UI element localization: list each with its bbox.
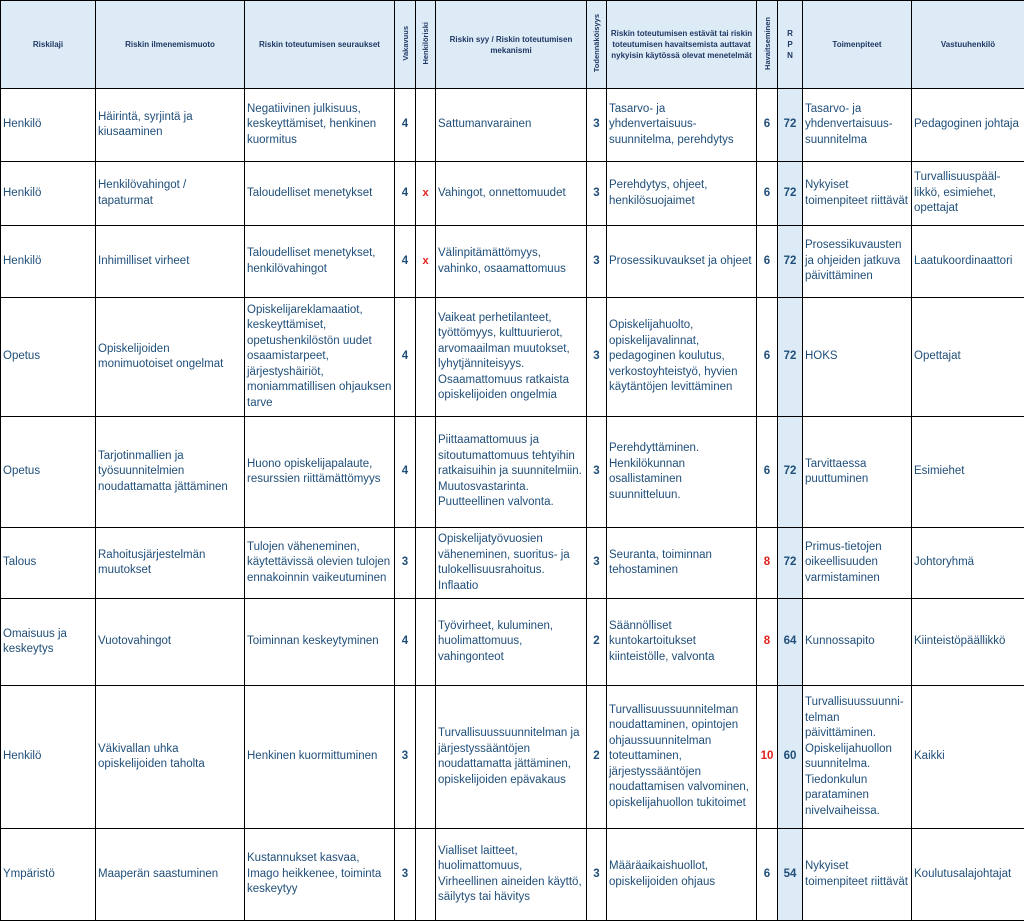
cell-syy: Työvirheet, kuluminen, huolimattomuus, vahingonteot: [436, 599, 587, 686]
cell-riskilaji: Ympäristö: [1, 829, 96, 921]
cell-vakavuus: 3: [395, 528, 416, 599]
cell-riskilaji: Talous: [1, 528, 96, 599]
cell-seuraukset: Kustannukset kasvaa, Imago heikkenee, toiminta keskeytyy: [245, 829, 395, 921]
cell-syy: Sattumanvarainen: [436, 89, 587, 162]
cell-rpn: 72: [778, 298, 803, 417]
cell-syy: Turvallisuussuunnitelman ja järjestyssääntöjen noudattamatta jättäminen, opiskelijoiden epävakaus: [436, 686, 587, 829]
cell-todennakoisyys: 3: [587, 528, 607, 599]
cell-todennakoisyys: 3: [587, 417, 607, 528]
cell-syy: Vaikeat perhetilanteet, työttömyys, kulttuurierot, arvomaailman muutokset, lyhytjänniteisyys. Osaamattomuus ratkaista opiskelijoiden ongelmia: [436, 298, 587, 417]
cell-henkiloriski: [416, 599, 436, 686]
cell-rpn: 64: [778, 599, 803, 686]
cell-vastuuhenkilo: Laatukoordinaattori: [912, 226, 1024, 298]
table-row: [1, 298, 1024, 417]
cell-menetelmat: Opiskelijahuolto, opiskelijavalinnat, pedagoginen koulutus, verkostoyhteistyö, hyvien käytäntöjen levittäminen: [607, 298, 757, 417]
cell-toimenpiteet: Tasarvo- ja yhdenvertaisuus-suunnitelma: [803, 89, 912, 162]
cell-menetelmat: Tasarvo- ja yhdenvertaisuus-suunnitelma, perehdytys: [607, 89, 757, 162]
cell-havaitseminen: 10: [757, 686, 778, 829]
cell-vakavuus: 4: [395, 162, 416, 226]
cell-toimenpiteet: Kunnossapito: [803, 599, 912, 686]
cell-menetelmat: Turvallisuussuunnitelman noudattaminen, opintojen ohjaussuunnitelman toteuttaminen, järjestyssääntöjen noudattamisen valvominen, opiskelijahuollon tukitoimet: [607, 686, 757, 829]
cell-todennakoisyys: 3: [587, 298, 607, 417]
cell-riskilaji: Henkilö: [1, 226, 96, 298]
cell-seuraukset: Negatiivinen julkisuus, keskeyttämiset, henkinen kuormitus: [245, 89, 395, 162]
cell-vastuuhenkilo: Koulutusalajohtajat: [912, 829, 1024, 921]
header-havaitseminen: [757, 1, 778, 89]
header-seuraukset: Riskin toteutumisen seuraukset: [245, 1, 395, 89]
cell-toimenpiteet: Prosessikuvausten ja ohjeiden jatkuva päivittäminen: [803, 226, 912, 298]
cell-ilmenemismuoto: Häirintä, syrjintä ja kiusaaminen: [96, 89, 245, 162]
table-row: [1, 226, 1024, 298]
cell-vastuuhenkilo: Kaikki: [912, 686, 1024, 829]
cell-seuraukset: Taloudelliset menetykset: [245, 162, 395, 226]
cell-henkiloriski: [416, 686, 436, 829]
cell-vastuuhenkilo: Kiinteistöpäällikkö: [912, 599, 1024, 686]
cell-vastuuhenkilo: Esimiehet: [912, 417, 1024, 528]
cell-havaitseminen: 8: [757, 599, 778, 686]
cell-riskilaji: Opetus: [1, 417, 96, 528]
cell-havaitseminen: 8: [757, 528, 778, 599]
cell-todennakoisyys: 3: [587, 829, 607, 921]
cell-ilmenemismuoto: Tarjotinmallien ja työsuunnitelmien noudattamatta jättäminen: [96, 417, 245, 528]
cell-riskilaji: Omaisuus ja keskeytys: [1, 599, 96, 686]
cell-todennakoisyys: 2: [587, 686, 607, 829]
cell-vastuuhenkilo: Opettajat: [912, 298, 1024, 417]
header-vakavuus-label: Vakavuus: [400, 25, 410, 61]
cell-seuraukset: Opiskelijareklamaatiot, keskeyttämiset, opetushenkilöstön uudet osaamistarpeet, järjestyshäiriöt, moniammatillisen ohjauksen tarve: [245, 298, 395, 417]
cell-ilmenemismuoto: Maaperän saastuminen: [96, 829, 245, 921]
header-todennakoisyys: [587, 1, 607, 89]
header-riskilaji: Riskilaji: [1, 1, 96, 89]
cell-rpn: 72: [778, 162, 803, 226]
header-row: [1, 1, 1024, 89]
cell-vakavuus: 4: [395, 226, 416, 298]
header-henkiloriski: [416, 1, 436, 89]
table-row: [1, 417, 1024, 528]
table-row: [1, 162, 1024, 226]
cell-todennakoisyys: 3: [587, 89, 607, 162]
cell-rpn: 72: [778, 89, 803, 162]
cell-havaitseminen: 6: [757, 162, 778, 226]
table-row: [1, 89, 1024, 162]
cell-vakavuus: 4: [395, 298, 416, 417]
cell-vastuuhenkilo: Turvallisuuspääl-likkö, esimiehet, opettajat: [912, 162, 1024, 226]
cell-vastuuhenkilo: Pedagoginen johtaja: [912, 89, 1024, 162]
cell-ilmenemismuoto: Opiskelijoiden monimuotoiset ongelmat: [96, 298, 245, 417]
cell-henkiloriski: [416, 829, 436, 921]
cell-ilmenemismuoto: Inhimilliset virheet: [96, 226, 245, 298]
cell-rpn: 72: [778, 226, 803, 298]
cell-ilmenemismuoto: Rahoitusjärjestelmän muutokset: [96, 528, 245, 599]
risk-table-body: [1, 89, 1024, 921]
cell-menetelmat: Säännölliset kuntokartoitukset kiinteistölle, valvonta: [607, 599, 757, 686]
cell-vakavuus: 3: [395, 686, 416, 829]
cell-henkiloriski: [416, 89, 436, 162]
cell-syy: Välinpitämättömyys, vahinko, osaamattomuus: [436, 226, 587, 298]
cell-havaitseminen: 6: [757, 829, 778, 921]
header-toimenpiteet: Toimenpiteet: [803, 1, 912, 89]
cell-henkiloriski: [416, 417, 436, 528]
cell-menetelmat: Perehdyttäminen. Henkilökunnan osallistaminen suunnitteluun.: [607, 417, 757, 528]
header-ilmenemismuoto: Riskin ilmenemismuoto: [96, 1, 245, 89]
cell-toimenpiteet: HOKS: [803, 298, 912, 417]
header-menetelmat: Riskin toteutumisen estävät tai riskin toteutumisen havaitsemista auttavat nykyisin käytössä olevat menetelmät: [607, 1, 757, 89]
cell-menetelmat: Prosessikuvaukset ja ohjeet: [607, 226, 757, 298]
header-vakavuus: [395, 1, 416, 89]
cell-henkiloriski: [416, 528, 436, 599]
cell-riskilaji: Henkilö: [1, 89, 96, 162]
table-row: [1, 599, 1024, 686]
cell-rpn: 60: [778, 686, 803, 829]
cell-seuraukset: Henkinen kuormittuminen: [245, 686, 395, 829]
cell-vastuuhenkilo: Johtoryhmä: [912, 528, 1024, 599]
table-row: [1, 528, 1024, 599]
header-henkiloriski-label: Henkilöriski: [421, 21, 430, 65]
cell-toimenpiteet: Primus-tietojen oikeellisuuden varmistaminen: [803, 528, 912, 599]
cell-todennakoisyys: 2: [587, 599, 607, 686]
cell-rpn: 72: [778, 528, 803, 599]
cell-menetelmat: Seuranta, toiminnan tehostaminen: [607, 528, 757, 599]
cell-seuraukset: Huono opiskelijapalaute, resurssien riittämättömyys: [245, 417, 395, 528]
cell-henkiloriski: [416, 298, 436, 417]
cell-syy: Vialliset laitteet, huolimattomuus, Virheellinen aineiden käyttö, säilytys tai hävitys: [436, 829, 587, 921]
cell-toimenpiteet: Turvallisuussuunni-telman päivittäminen. Opiskelijahuollon suunnitelma. Tiedonkulun parataminen nivelvaiheissa.: [803, 686, 912, 829]
header-vastuuhenkilo: Vastuuhenkilö: [912, 1, 1024, 89]
cell-seuraukset: Toiminnan keskeytyminen: [245, 599, 395, 686]
cell-riskilaji: Henkilö: [1, 686, 96, 829]
cell-menetelmat: Määräaikaishuollot, opiskelijoiden ohjaus: [607, 829, 757, 921]
header-rpn: R P N: [778, 1, 803, 89]
cell-ilmenemismuoto: Henkilövahingot / tapaturmat: [96, 162, 245, 226]
cell-todennakoisyys: 3: [587, 162, 607, 226]
cell-syy: Vahingot, onnettomuudet: [436, 162, 587, 226]
cell-havaitseminen: 6: [757, 226, 778, 298]
cell-havaitseminen: 6: [757, 89, 778, 162]
table-row: [1, 686, 1024, 829]
cell-ilmenemismuoto: Vuotovahingot: [96, 599, 245, 686]
cell-henkiloriski: x: [416, 226, 436, 298]
cell-syy: Opiskelijatyövuosien väheneminen, suoritus- ja tulokellisuusrahoitus. Inflaatio: [436, 528, 587, 599]
cell-toimenpiteet: Nykyiset toimenpiteet riittävät: [803, 829, 912, 921]
cell-henkiloriski: x: [416, 162, 436, 226]
cell-rpn: 72: [778, 417, 803, 528]
cell-syy: Piittaamattomuus ja sitoutumattomuus tehtyihin ratkaisuihin ja suunnitelmiin. Muutosvastarinta. Puutteellinen valvonta.: [436, 417, 587, 528]
header-todennakoisyys-label: Todennäköisyys: [592, 13, 601, 73]
cell-vakavuus: 3: [395, 829, 416, 921]
cell-riskilaji: Henkilö: [1, 162, 96, 226]
cell-havaitseminen: 6: [757, 298, 778, 417]
cell-vakavuus: 4: [395, 89, 416, 162]
cell-vakavuus: 4: [395, 599, 416, 686]
cell-rpn: 54: [778, 829, 803, 921]
cell-riskilaji: Opetus: [1, 298, 96, 417]
cell-ilmenemismuoto: Väkivallan uhka opiskelijoiden taholta: [96, 686, 245, 829]
cell-menetelmat: Perehdytys, ohjeet, henkilösuojaimet: [607, 162, 757, 226]
header-havaitseminen-label: Havaitseminen: [762, 16, 772, 70]
cell-toimenpiteet: Nykyiset toimenpiteet riittävät: [803, 162, 912, 226]
table-row: [1, 829, 1024, 921]
cell-seuraukset: Taloudelliset menetykset, henkilövahingot: [245, 226, 395, 298]
cell-seuraukset: Tulojen väheneminen, käytettävissä olevien tulojen ennakoinnin vaikeutuminen: [245, 528, 395, 599]
cell-toimenpiteet: Tarvittaessa puuttuminen: [803, 417, 912, 528]
cell-havaitseminen: 6: [757, 417, 778, 528]
cell-todennakoisyys: 3: [587, 226, 607, 298]
header-syy: Riskin syy / Riskin toteutumisen mekanismi: [436, 1, 587, 89]
cell-vakavuus: 4: [395, 417, 416, 528]
